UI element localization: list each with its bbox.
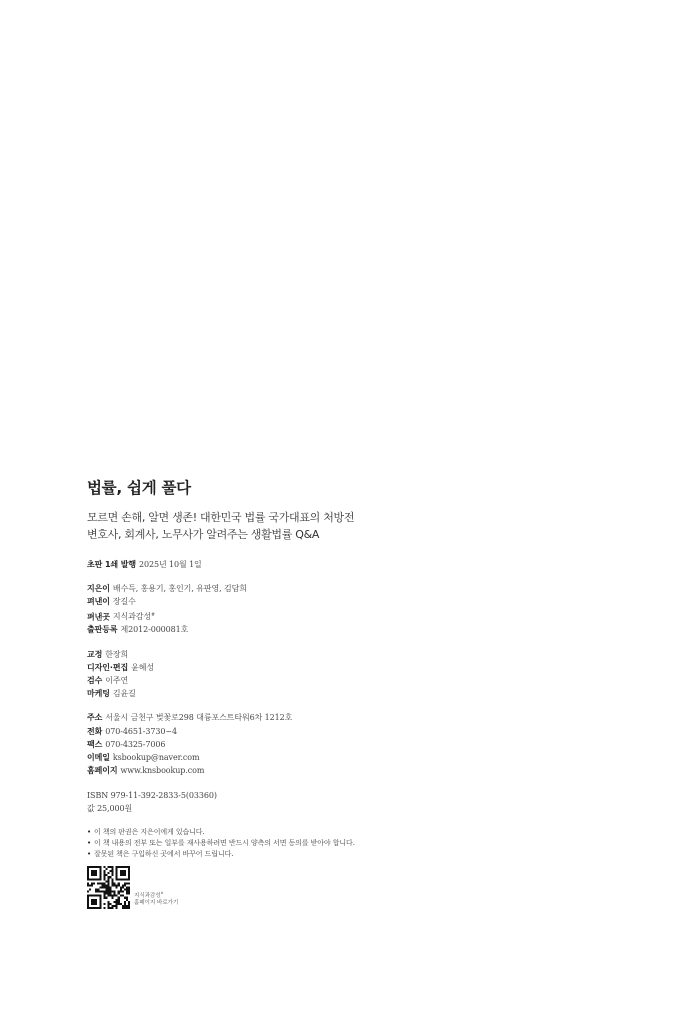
copyright-notes — [87, 827, 647, 861]
book-title: 법률, 쉽게 풀다 — [87, 479, 191, 497]
contact-row — [87, 711, 647, 724]
staff-row — [87, 661, 647, 674]
credit-value: 배수득, 홍용기, 홍인기, 유판영, 김담희 — [112, 584, 247, 594]
contact-row — [87, 764, 647, 777]
registered-mark: # — [151, 612, 155, 618]
credit-value: 지식과감성 — [112, 612, 152, 622]
qr-caption-link: 홈페이지 바로가기 — [134, 900, 179, 906]
contact-info — [87, 711, 647, 777]
note-item — [87, 849, 647, 860]
note-text: 이 책 내용의 전부 또는 일부를 재사용하려면 반드시 양측의 서면 동의를 받아야 합니다. — [94, 839, 355, 848]
staff-label: 마케팅 — [87, 689, 110, 699]
contact-row — [87, 738, 647, 751]
staff-label: 검수 — [87, 676, 103, 686]
email-value: ksbookup@naver.com — [112, 753, 200, 763]
qr-caption — [134, 890, 178, 907]
qr-section — [87, 866, 178, 909]
subtitle-line: 변호사, 회계사, 노무사가 알려주는 생활법률 Q&A — [87, 528, 320, 541]
credits — [87, 582, 647, 636]
edition-row — [87, 558, 647, 571]
staff-row — [87, 648, 647, 661]
colophon — [87, 478, 647, 861]
book-subtitle — [87, 509, 647, 543]
edition-label: 초판 1쇄 발행 — [87, 560, 136, 569]
contact-row — [87, 725, 647, 738]
registered-mark: # — [160, 891, 164, 896]
credit-label: 출판등록 — [87, 625, 118, 635]
homepage-value: www.knsbookup.com — [120, 766, 205, 776]
bullet-icon: • — [87, 827, 92, 836]
staff — [87, 648, 647, 701]
edition-value: 2025년 10월 1일 — [138, 560, 202, 569]
contact-label: 주소 — [87, 713, 103, 723]
bullet-icon: • — [87, 839, 92, 848]
credit-label: 펴낸이 — [87, 597, 110, 607]
address-value: 서울시 금천구 벚꽃로298 대륭포스트타워6차 1212호 — [105, 713, 293, 723]
contact-label: 전화 — [87, 726, 103, 736]
credit-row — [87, 609, 647, 624]
contact-label: 홈페이지 — [87, 766, 118, 776]
note-text: 잘못된 책은 구입하신 곳에서 바꾸어 드립니다. — [94, 850, 234, 859]
staff-label: 디자인·편집 — [87, 662, 129, 672]
fax-value: 070-4325-7006 — [105, 739, 166, 749]
phone-value: 070-4651-3730~4 — [105, 726, 177, 736]
staff-row — [87, 687, 647, 700]
note-text: 이 책의 판권은 지은이에게 있습니다. — [94, 827, 205, 836]
isbn-block — [87, 789, 647, 815]
contact-row — [87, 751, 647, 764]
credit-label: 펴낸곳 — [87, 612, 110, 622]
contact-label: 팩스 — [87, 739, 103, 749]
qr-code-icon[interactable] — [87, 866, 130, 909]
contact-label: 이메일 — [87, 753, 110, 763]
staff-value: 윤혜성 — [131, 662, 154, 672]
staff-label: 교정 — [87, 649, 103, 659]
subtitle-line: 모르면 손해, 알면 생존! 대한민국 법률 국가대표의 처방전 — [87, 511, 355, 524]
credit-row — [87, 623, 647, 636]
credit-row — [87, 595, 647, 608]
credit-value: 제2012-000081호 — [120, 625, 189, 635]
credit-value: 장길수 — [112, 597, 136, 607]
staff-value: 이주연 — [105, 676, 129, 686]
edition-info — [87, 558, 647, 571]
staff-value: 한장희 — [105, 649, 129, 659]
credit-row — [87, 582, 647, 595]
note-item — [87, 827, 647, 838]
staff-value: 김윤길 — [112, 689, 136, 699]
isbn: ISBN 979-11-392-2833-5(03360) — [87, 790, 217, 800]
staff-row — [87, 674, 647, 687]
qr-caption-publisher: 지식과감성 — [134, 893, 161, 899]
note-item — [87, 838, 647, 849]
credit-label: 지은이 — [87, 584, 110, 594]
bullet-icon: • — [87, 850, 92, 859]
price: 값 25,000원 — [87, 803, 133, 813]
